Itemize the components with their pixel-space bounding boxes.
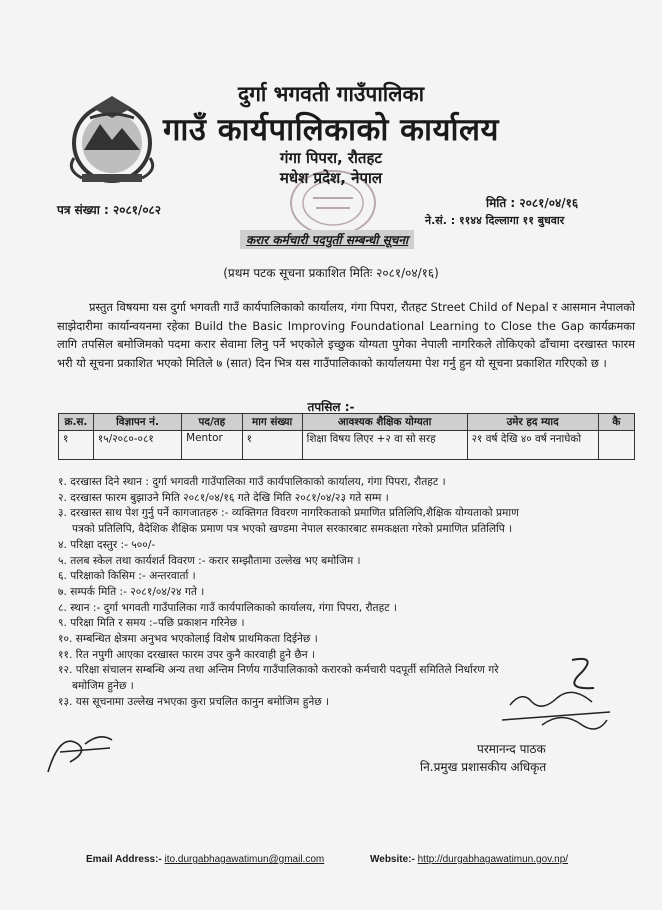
table-header: आवश्यक शैक्षिक योग्यता [302,414,467,431]
list-item: ४. परिक्षा दस्तुर :- ५००/- [58,538,156,551]
table-cell: १ [242,431,302,460]
list-item: १२. परिक्षा संचालन सम्बन्धि अन्य तथा अन्तिम निर्णय गाउँपालिकाको करारको कर्मचारी पदपूर्ती समितिले निर्धारण गरे [58,664,499,677]
table-header: माग संख्या [242,414,302,431]
footer-website [370,854,568,865]
signatory-title: नि.प्रमुख प्रशासकीय अधिकृत [420,760,547,774]
list-item: १३. यस सूचनामा उल्लेख नभएका कुरा प्रचलित कानुन बमोजिम हुनेछ । [58,695,330,708]
email-label: Email Address:- [86,854,162,865]
table-header-row [59,414,635,431]
website-label: Website:- [370,854,415,865]
table-cell: २१ वर्ष देखि ४० वर्ष ननाघेको [467,431,598,460]
address-line-2: मधेश प्रदेश, नेपाल [279,169,383,187]
list-item: २. दरखास्त फारम बुझाउने मिति २०८१/०४/१६ गते देखि मिति २०८१/०४/२३ गते सम्म । [58,491,389,504]
list-item: बमोजिम हुनेछ । [72,680,134,693]
table-header: कै [598,414,634,431]
list-item: ८. स्थान :- दुर्गा भगवती गाउँपालिका गाउँ कार्यपालिकाको कार्यालय, गंगा पिपरा, रौतहट । [58,601,397,614]
table-title: तपसिल :- [307,400,355,414]
list-item: ३. दरखास्त साथ पेश गुर्नु पर्ने कागजातहरु :- व्यक्तिगत विवरण नागरिकताको प्रमाणित प्रतिलिपि,शैक्षिक योग्यताको प्रमाण [58,507,519,520]
footer-email [86,854,324,865]
list-item: पत्रको प्रतिलिपि, वैदेशिक शैक्षिक प्रमाण पत्र भएको खण्डमा नेपाल सरकारबाट समकक्षता गरेको प्रमाणित प्रतिलिपि । [72,523,513,536]
signature-icon [502,650,612,740]
list-item: ९. परिक्षा मिति र समय :–पछि प्रकाशन गरिनेछ । [58,617,245,630]
table-cell: १५/२०८०-०८१ [93,431,181,460]
table-cell: शिक्षा विषय लिएर +२ वा सो सरह [302,431,467,460]
table-cell: १ [59,431,94,460]
list-item: १०. सम्बन्धित क्षेत्रमा अनुभव भएकोलाई विशेष प्राथमिकता दिईनेछ । [58,633,318,646]
list-item: ७. सम्पर्क मिति :- २०८१/०४/२४ गते । [58,585,205,598]
notice-paragraph: प्रस्तुत विषयमा यस दुर्गा भगवती गाउँ कार्यपालिकाको कार्यालय, गंगा पिपरा, रौतहट Street Child of Nepal र आसमान नेपालको साझेदारीमा कार्यान्वयनमा रहेका Build the Basic Improving Foundational Learning to Close the Gap कार्यक्रमका लागि तपसिल बमोजिमको पदमा करार सेवामा लिनु पर्ने भएकोले इच्छुक योग्यता पुगेका नेपाली नागरिकले तोकिएको ढाँचामा दरखास्त फारम भरी यो सूचना प्रकाशित भएको मितिले ७ (सात) दिन भित्र यस गाउँपालिकाको कार्यालयमा पेश गर्नु हुन यो सूचना प्रकाशित गरिएको छ । [57,300,635,370]
signatory-name: परमानन्द पाठक [477,742,546,756]
table-cell: Mentor [182,431,243,460]
table-cell [598,431,634,460]
nepal-sambat-date: ने.सं. : ११४४ दिल्लागा ११ बुधवार [425,214,565,227]
notice-subject: करार कर्मचारी पदपुर्ती सम्बन्धी सूचना [240,230,414,249]
list-item: ५. तलब स्केल तथा कार्यशर्त विवरण :- करार सम्झौतामा उल्लेख भए बमोजिम । [58,554,361,567]
table-row [59,431,635,460]
list-item: १. दरखास्त दिने स्थान : दुर्गा भगवती गाउँपालिका गाउँ कार्यपालिकाको कार्यालय, गंगा पिपरा, रौतहट । [58,476,446,488]
table-header: पद/तह [182,414,243,431]
signature-icon [40,722,120,782]
date: मिति : २०८१/०४/१६ [486,196,579,210]
table-header: उमेर हद म्याद [467,414,598,431]
email-link[interactable]: ito.durgabhagawatimun@gmail.com [164,854,325,865]
letter-number: पत्र संख्या : २०८१/०८२ [57,203,162,217]
table-header: क्र.स. [59,414,94,431]
vacancy-table [58,413,635,460]
website-link[interactable]: http://durgabhagawatimun.gov.np/ [417,854,569,865]
table-header: विज्ञापन नं. [93,414,181,431]
address-line-1: गंगा पिपरा, रौतहट [280,149,382,167]
municipality-name: दुर्गा भगवती गाउँपालिका [237,82,425,106]
office-title: गाउँ कार्यपालिकाको कार्यालय [162,112,500,148]
list-item: ६. परिक्षाको किसिम :- अन्तरवार्ता । [58,570,196,583]
first-published-date: (प्रथम पटक सूचना प्रकाशित मितिः २०८१/०४/१६) [223,266,439,280]
list-item: ११. रित नपुगी आएका दरखास्त फारम उपर कुनै कारवाही हुने छैन । [58,648,316,661]
